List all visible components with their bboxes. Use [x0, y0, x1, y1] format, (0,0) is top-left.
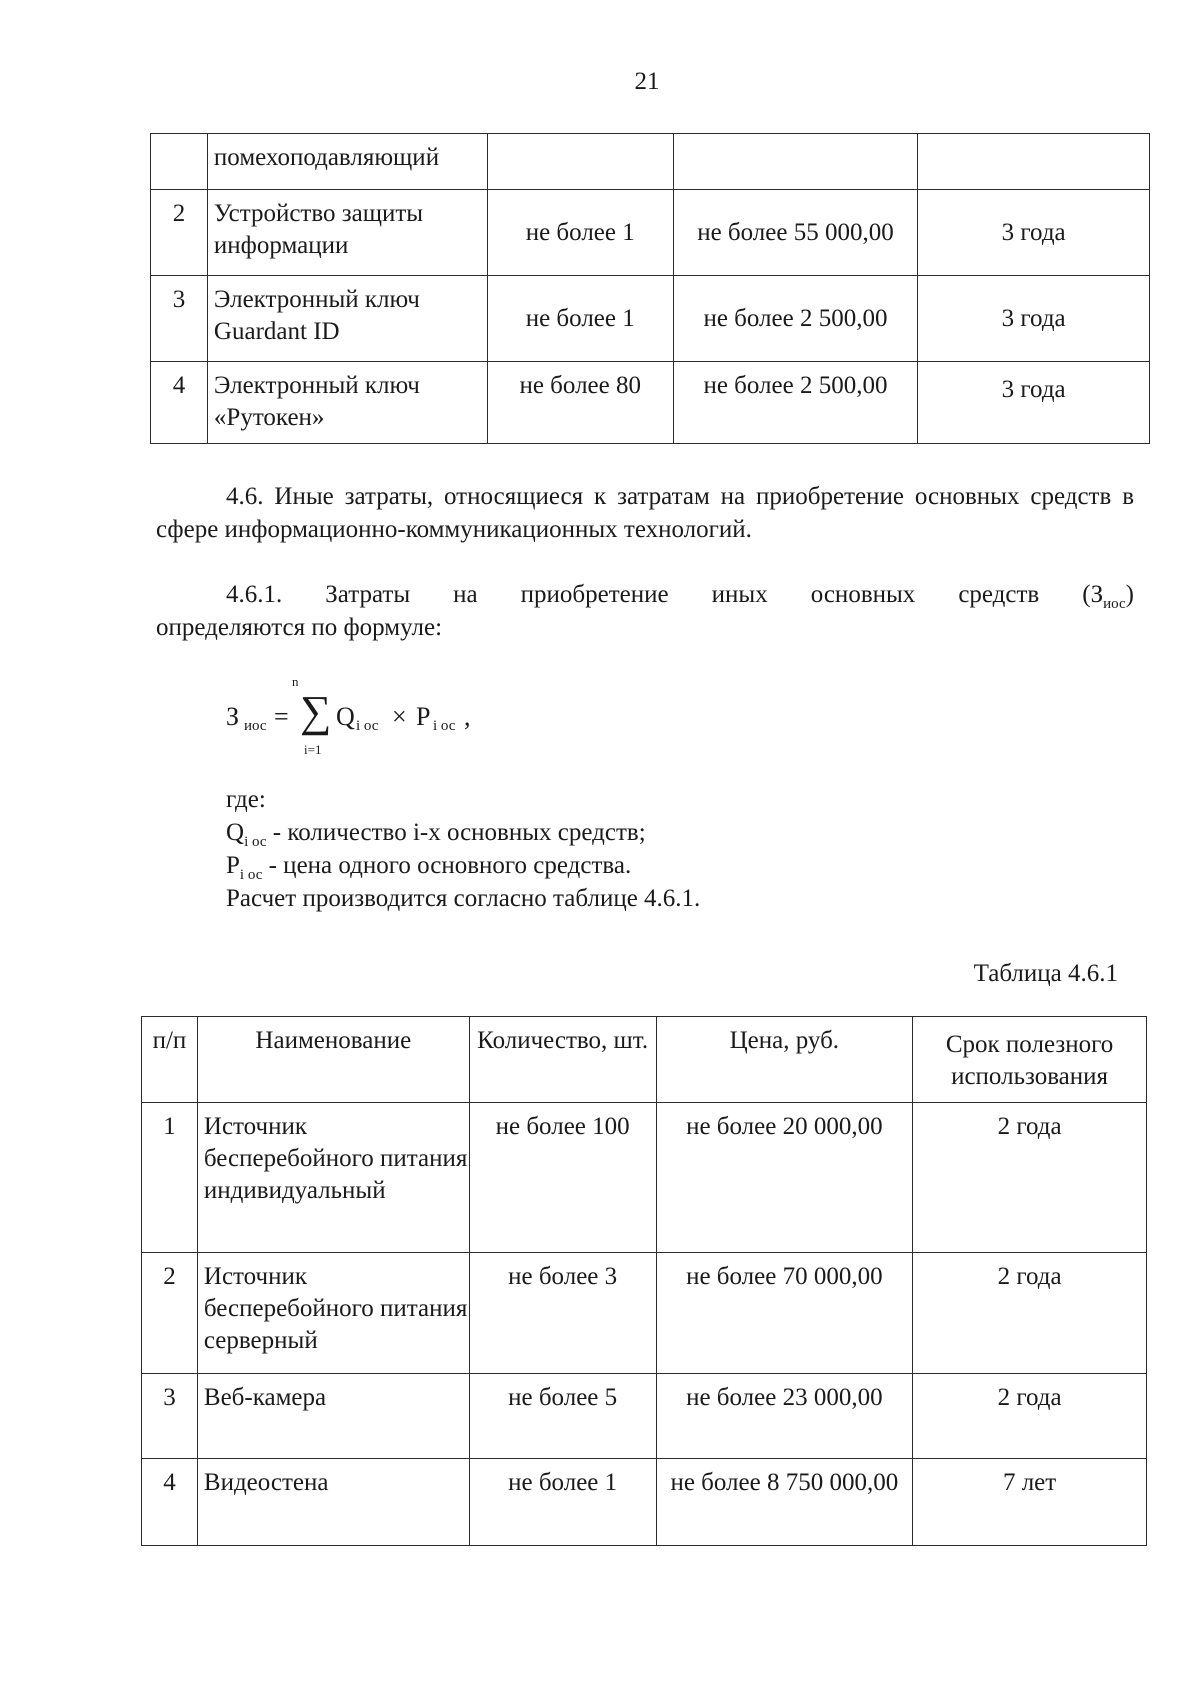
item-term [918, 134, 1150, 190]
table-row [151, 190, 1150, 276]
item-quantity: не более 1 [487, 276, 673, 362]
section-4-6-1-continuation: определяются по формуле: [156, 614, 443, 641]
item-price: не более 55 000,00 [673, 190, 918, 276]
sum-lower-limit: i=1 [304, 742, 322, 757]
header-name: Наименование [197, 1017, 469, 1103]
sum-sign: ∑ [300, 687, 332, 736]
header-number: п/п [142, 1017, 198, 1103]
item-name: Источник бесперебойного питания индивидуальный [197, 1103, 469, 1253]
item-name: помехоподавляющий [207, 134, 487, 190]
legend-where: где: [226, 786, 266, 813]
item-quantity: не более 1 [487, 190, 673, 276]
legend-p-symbol: P [226, 852, 240, 879]
item-name: Видеостена [197, 1459, 469, 1546]
item-name: Веб-камера [197, 1374, 469, 1459]
page-number: 21 [634, 68, 660, 95]
legend-p-subscript: i ос [239, 867, 263, 883]
item-price: не более 2 500,00 [673, 362, 918, 444]
legend-q-description: - количество i-х основных средств; [266, 819, 646, 846]
header-term: Срок полезного использования [913, 1017, 1147, 1103]
header-price: Цена, руб. [656, 1017, 913, 1103]
item-quantity [487, 134, 673, 190]
item-term: 3 года [918, 276, 1150, 362]
row-number: 4 [142, 1459, 198, 1546]
item-quantity: не более 1 [469, 1459, 656, 1546]
equipment-table-continued [150, 133, 1150, 444]
row-number: 3 [142, 1374, 198, 1459]
legend-q-line [226, 819, 646, 851]
row-number: 3 [151, 276, 208, 362]
item-price: не более 70 000,00 [656, 1253, 913, 1374]
section-4-6-paragraph: 4.6. Иные затраты, относящиеся к затратам на приобретение основных средств в сфере информационно-коммуникационных технологий. [156, 483, 1134, 543]
symbol-close-paren: ) [1125, 581, 1134, 608]
table-row [142, 1253, 1147, 1374]
cost-formula [226, 674, 626, 758]
row-number: 4 [151, 362, 208, 444]
item-term: 7 лет [913, 1459, 1147, 1546]
formula-comma: , [464, 702, 471, 731]
item-price: не более 2 500,00 [673, 276, 918, 362]
formula-lhs-subscript: иос [244, 718, 267, 734]
formula-lhs: З [226, 702, 240, 731]
formula-equals: = [274, 702, 289, 731]
section-4-6-1-text: 4.6.1. Затраты на приобретение иных основных средств (З [226, 581, 1104, 608]
row-number: 2 [151, 190, 208, 276]
item-term: 2 года [913, 1253, 1147, 1374]
legend-p-description: - цена одного основного средства. [262, 852, 632, 879]
item-term: 3 года [918, 362, 1150, 444]
table-row [151, 134, 1150, 190]
item-name: Устройство защиты информации [207, 190, 487, 276]
row-number [151, 134, 208, 190]
formula-q: Q [336, 702, 355, 731]
legend-q-symbol: Q [226, 819, 245, 846]
symbol-subscript: иос [1103, 596, 1126, 612]
legend-p-line [226, 852, 631, 884]
table-row [151, 276, 1150, 362]
sum-upper-limit: n [292, 674, 299, 689]
table-row [151, 362, 1150, 444]
item-name: Электронный ключ «Рутокен» [207, 362, 487, 444]
legend-q-subscript: i ос [244, 834, 267, 850]
item-price: не более 23 000,00 [656, 1374, 913, 1459]
item-price: не более 20 000,00 [656, 1103, 913, 1253]
table-caption: Таблица 4.6.1 [973, 960, 1118, 987]
formula-times: × [392, 702, 407, 731]
table-header-row [142, 1017, 1147, 1103]
formula-p-subscript: i ос [433, 718, 456, 734]
item-price: не более 8 750 000,00 [656, 1459, 913, 1546]
item-term: 2 года [913, 1374, 1147, 1459]
header-quantity: Количество, шт. [469, 1017, 656, 1103]
formula-p: P [416, 702, 431, 731]
item-name: Источник бесперебойного питания серверный [197, 1253, 469, 1374]
item-quantity: не более 3 [469, 1253, 656, 1374]
item-term: 2 года [913, 1103, 1147, 1253]
item-term: 3 года [918, 190, 1150, 276]
item-name: Электронный ключ Guardant ID [207, 276, 487, 362]
item-quantity: не более 5 [469, 1374, 656, 1459]
row-number: 2 [142, 1253, 198, 1374]
formula-q-subscript: i ос [356, 718, 379, 734]
row-number: 1 [142, 1103, 198, 1253]
fixed-assets-table [141, 1016, 1147, 1546]
table-row [142, 1103, 1147, 1253]
table-row [142, 1459, 1147, 1546]
table-row [142, 1374, 1147, 1459]
legend-calculation-note: Расчет производится согласно таблице 4.6.1. [226, 885, 701, 912]
item-quantity: не более 100 [469, 1103, 656, 1253]
item-price [673, 134, 918, 190]
item-quantity: не более 80 [487, 362, 673, 444]
